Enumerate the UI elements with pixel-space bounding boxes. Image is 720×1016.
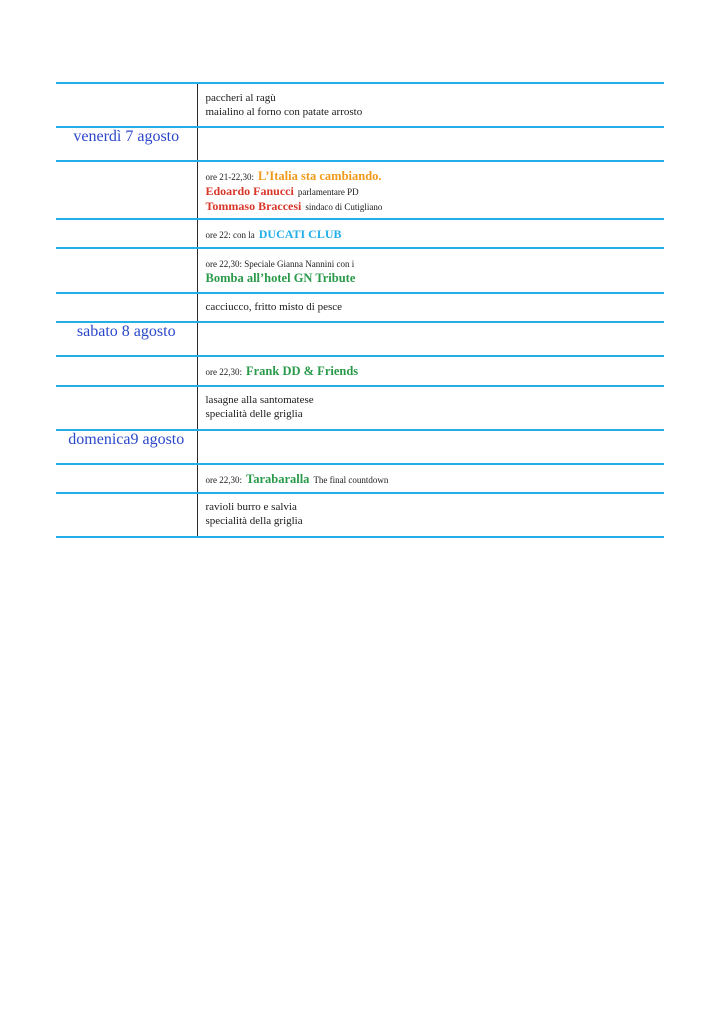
guest-name: Edoardo Fanucci	[205, 184, 294, 198]
menu-item: lasagne alla santomatese	[205, 394, 314, 406]
event-time: ore 22: con la	[205, 230, 255, 240]
day-cell-empty	[56, 248, 197, 293]
event-title: L’Italia sta cambiando.	[258, 169, 382, 183]
day-cell-empty	[56, 386, 197, 430]
menu-item: paccheri al ragù	[205, 92, 276, 104]
guest-role: sindaco di Cutigliano	[305, 202, 383, 212]
day-cell-empty	[56, 83, 197, 127]
event-cell	[197, 356, 664, 386]
menu-item: maialino al forno con patate arrosto	[205, 106, 363, 118]
menu-cell	[197, 493, 664, 537]
table-row	[56, 161, 664, 219]
event-cell	[197, 219, 664, 248]
table-row	[56, 430, 664, 464]
event-title: Tarabaralla	[246, 472, 310, 486]
day-label: domenica9 agosto	[56, 430, 197, 464]
menu-cell	[197, 83, 664, 127]
day-cell-empty	[56, 219, 197, 248]
menu-cell	[197, 293, 664, 322]
event-title: Bomba all’hotel GN Tribute	[205, 271, 356, 285]
day-cell-empty	[56, 356, 197, 386]
guest-name: Tommaso Braccesi	[205, 199, 302, 213]
guest-role: parlamentare PD	[297, 187, 359, 197]
table-row	[56, 219, 664, 248]
event-title: DUCATI CLUB	[258, 227, 342, 241]
event-time: ore 21-22,30:	[205, 172, 254, 182]
empty-cell	[197, 430, 664, 464]
empty-cell	[197, 127, 664, 161]
empty-cell	[197, 322, 664, 356]
day-label: venerdì 7 agosto	[56, 127, 197, 161]
event-title: Frank DD & Friends	[246, 364, 359, 378]
day-cell-empty	[56, 464, 197, 493]
table-row	[56, 356, 664, 386]
day-cell-empty	[56, 493, 197, 537]
schedule-table	[56, 82, 664, 538]
table-row	[56, 293, 664, 322]
menu-item: cacciucco, fritto misto di pesce	[205, 301, 343, 313]
table-row	[56, 127, 664, 161]
table-row	[56, 464, 664, 493]
day-cell-empty	[56, 293, 197, 322]
table-row	[56, 83, 664, 127]
table-row	[56, 386, 664, 430]
table-row	[56, 493, 664, 537]
menu-item: specialità della griglia	[205, 515, 303, 527]
event-cell	[197, 248, 664, 293]
event-cell	[197, 161, 664, 219]
menu-item: ravioli burro e salvia	[205, 501, 297, 513]
menu-cell	[197, 386, 664, 430]
day-cell-empty	[56, 161, 197, 219]
event-subtitle: The final countdown	[313, 475, 389, 485]
event-cell	[197, 464, 664, 493]
event-time: ore 22,30: Speciale Gianna Nannini con i	[205, 259, 355, 269]
table-row	[56, 322, 664, 356]
day-label: sabato 8 agosto	[56, 322, 197, 356]
event-time: ore 22,30:	[205, 475, 242, 485]
event-time: ore 22,30:	[205, 367, 242, 377]
menu-item: specialità delle griglia	[205, 408, 303, 420]
table-row	[56, 248, 664, 293]
